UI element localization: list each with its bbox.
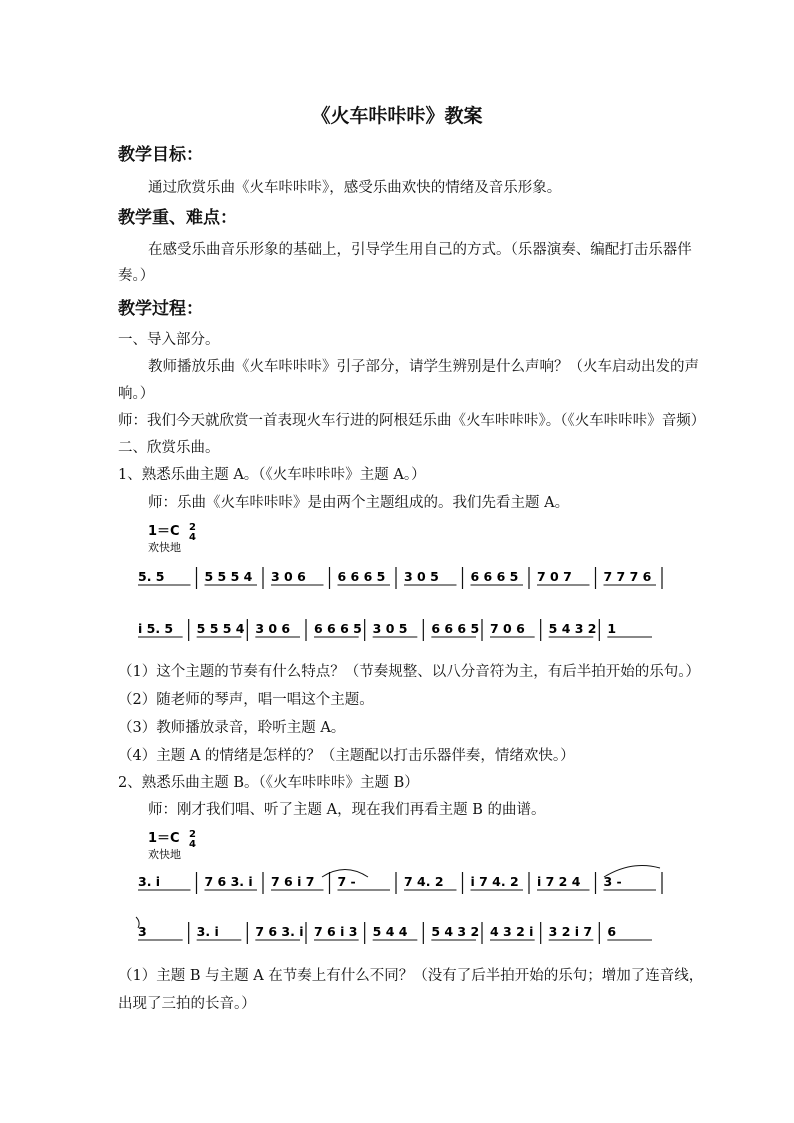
score-b-time-top: 2 — [189, 829, 196, 840]
part1-text-line1: 教师播放乐曲《火车咔咔咔》引子部分，请学生辨别是什么声响？（火车启动出发的声 — [148, 359, 699, 375]
score-measure: 5 4 3 2 — [548, 621, 597, 636]
score-measure: 7 0 7 — [537, 569, 572, 584]
teacher-line: 师：我们今天就欣赏一首表现火车行进的阿根廷乐曲《火车咔咔咔》。（《火车咔咔咔》音频） — [118, 413, 706, 429]
score-measure: 7 6 i 3 — [314, 924, 358, 939]
score-a-time-bottom: 4 — [189, 532, 196, 543]
score-a-key: 1＝C — [148, 524, 180, 539]
score-measure: 7 4. 2 — [404, 874, 444, 889]
score-measure: 7 6 i 7 — [271, 874, 315, 889]
score-measure: 3 0 6 — [255, 621, 291, 636]
score-measure: 6 — [607, 924, 617, 939]
a-question-2: （2）随老师的琴声，唱一唱这个主题。 — [118, 692, 374, 708]
score-measure: 3. i — [196, 924, 219, 939]
item2-heading: 2、熟悉乐曲主题 B。（《火车咔咔咔》主题 B） — [118, 775, 419, 791]
score-measure: 6 6 6 5 — [337, 569, 386, 584]
score-measure: 5. 5 — [138, 569, 165, 584]
score-measure: 7 0 6 — [490, 621, 525, 636]
score-measure: 7 6 3. i — [204, 874, 253, 889]
score-measure: 1 — [607, 621, 617, 636]
item1-teacher-line: 师：乐曲《火车咔咔咔》是由两个主题组成的。我们先看主题 A。 — [148, 495, 570, 511]
score-measure: 4 3 2 i — [490, 924, 534, 939]
process-heading: 教学过程： — [118, 299, 203, 319]
b-question-1-line2: 出现了三拍的长音。） — [118, 996, 256, 1012]
score-measure: i 7 2 4 — [537, 874, 581, 889]
a-question-1: （1）这个主题的节奏有什么特点？（节奏规整、以八分音符为主，有后半拍开始的乐句。） — [118, 664, 700, 680]
item1-heading: 1、熟悉乐曲主题 A。（《火车咔咔咔》主题 A。） — [118, 467, 426, 483]
a-question-4: （4）主题 A 的情绪是怎样的？（主题配以打击乐器伴奏，情绪欢快。） — [118, 748, 575, 764]
goal-heading: 教学目标： — [118, 145, 203, 165]
key-points-heading: 教学重、难点： — [118, 208, 237, 228]
score-b-line1 — [138, 872, 662, 894]
score-b-tempo: 欢快地 — [148, 848, 181, 861]
score-measure: 6 6 6 5 — [314, 621, 362, 636]
score-measure: 5 5 5 4 — [204, 569, 253, 584]
a-question-3: （3）教师播放录音，聆听主题 A。 — [118, 720, 346, 736]
goal-text: 通过欣赏乐曲《火车咔咔咔》，感受乐曲欢快的情绪及音乐形象。 — [148, 180, 562, 196]
score-measure: 3 2 i 7 — [548, 924, 593, 939]
score-measure: 5 5 5 4 — [196, 621, 245, 636]
page-title: 《火车咔咔咔》教案 — [311, 105, 483, 127]
b-question-1-line1: （1）主题 B 与主题 A 在节奏上有什么不同？（没有了后半拍开始的乐句；增加了连音线， — [118, 968, 704, 984]
score-measure: 7 - — [337, 874, 356, 889]
score-measure: 5 4 4 — [372, 924, 408, 939]
score-measure: i 5. 5 — [138, 621, 174, 636]
score-measure: 5 4 3 2 — [431, 924, 480, 939]
key-points-text-line2: 奏。） — [118, 268, 155, 284]
item2-teacher-line: 师：刚才我们唱、听了主题 A，现在我们再看主题 B 的曲谱。 — [148, 802, 546, 818]
score-measure: 7 7 7 6 — [603, 569, 652, 584]
score-b-line2 — [138, 922, 652, 944]
score-measure: 7 6 3. i — [255, 924, 304, 939]
score-measure: 3 0 5 — [372, 621, 408, 636]
score-measure: 3 0 5 — [404, 569, 439, 584]
score-measure: 6 6 6 5 — [470, 569, 519, 584]
key-points-text-line1: 在感受乐曲音乐形象的基础上，引导学生用自己的方式。（乐器演奏、编配打击乐器伴 — [148, 242, 692, 258]
score-b-time-bottom: 4 — [189, 839, 196, 850]
score-measure: 3 - — [603, 874, 622, 889]
score-measure: 3 0 6 — [271, 569, 306, 584]
part1-heading: 一、导入部分。 — [118, 332, 220, 348]
part1-text-line2: 响。） — [118, 386, 155, 402]
score-a-time-top: 2 — [189, 522, 196, 533]
score-a-tempo: 欢快地 — [148, 541, 181, 554]
score-measure: 6 6 6 5 — [431, 621, 480, 636]
score-measure: 3. i — [138, 874, 161, 889]
part2-heading: 二、欣赏乐曲。 — [118, 440, 220, 456]
score-measure: i 7 4. 2 — [470, 874, 519, 889]
score-measure: 3 — [138, 924, 147, 939]
score-b-key: 1＝C — [148, 831, 180, 846]
